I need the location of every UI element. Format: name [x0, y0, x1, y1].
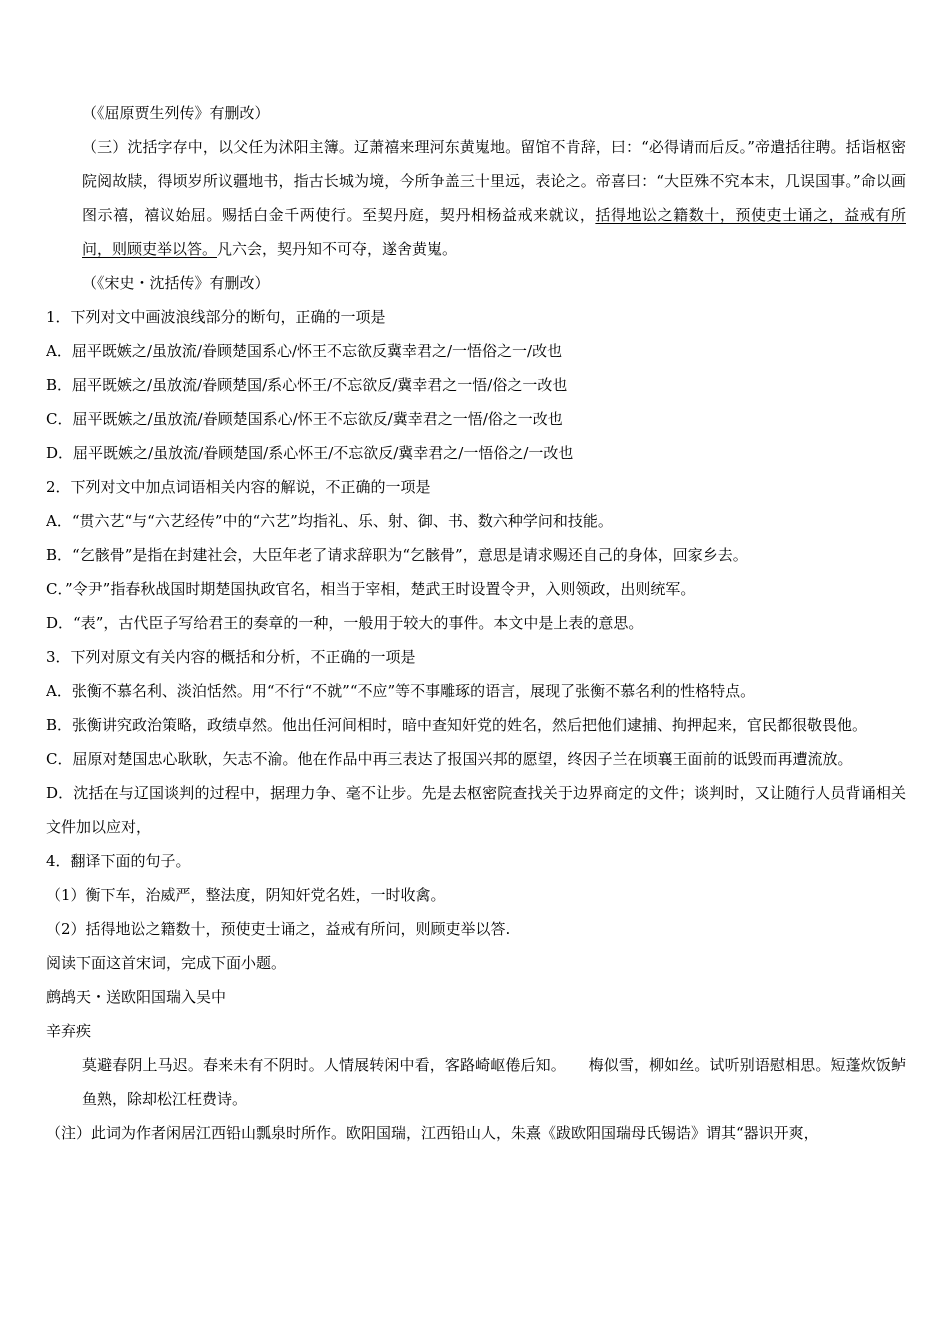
wavy-underlined-sentence: 括得地讼之籍数十，预使吏士诵之，益戒有所问，则顾吏举以答。 — [82, 206, 906, 258]
question-1-option-a: A．屈平既嫉之/虽放流/眷顾楚国系心/怀王不忘欲反冀幸君之/一悟俗之一/改也 — [46, 342, 563, 360]
passage-text: （三）沈括字存中，以父任为沭阳主簿。辽萧禧来理河东黄嵬地。留馆不肯辞，曰：“必得请而后反。”帝遣括往聘。括诣枢密院阅故牍，得顷岁所议疆地书，指古长城为境，今所争盖三十里远，表论之。帝喜曰：“大臣殊不究本末，几误国事。”命以画图示禧，禧议始屈。赐括白金千两使行。至契丹庭，契丹相杨益戒来就议， — [82, 138, 906, 224]
question-3-stem: 3．下列对原文有关内容的概括和分析，不正确的一项是 — [46, 648, 416, 666]
poem-title: 鹧鸪天・送欧阳国瑞入吴中 — [46, 988, 227, 1006]
question-2-option-b: B．“乞骸骨”是指在封建社会，大臣年老了请求辞职为“乞骸骨”，意思是请求赐还自己的身体，回家乡去。 — [46, 546, 748, 564]
poem-intro: 阅读下面这首宋词，完成下面小题。 — [46, 954, 287, 972]
poem-body: 莫避春阴上马迟。春来未有不阴时。人情展转闲中看，客路崎岖倦后知。 梅似雪，柳如丝。试听别语慰相思。短蓬炊饭鲈鱼熟，除却松江枉费诗。 — [82, 1056, 906, 1108]
question-3-option-c: C．屈原对楚国忠心耿耿，矢志不渝。他在作品中再三表达了报国兴邦的愿望，终因子兰在顷襄王面前的诋毁而再遭流放。 — [46, 750, 853, 768]
question-2-stem: 2．下列对文中加点词语相关内容的解说，不正确的一项是 — [46, 478, 431, 496]
question-4-stem: 4．翻译下面的句子。 — [46, 852, 191, 870]
question-4-item-2: （2）括得地讼之籍数十，预使吏士诵之，益戒有所问，则顾吏举以答. — [46, 920, 511, 938]
source-citation-songshi: （《宋史・沈括传》有删改） — [82, 274, 270, 292]
poem-author: 辛弃疾 — [46, 1022, 92, 1040]
question-4-item-1: （1）衡下车，治威严，整法度，阴知奸党名姓，一时收禽。 — [46, 886, 446, 904]
question-2-option-a: A．“贯六艺“与“六艺经传”中的“六艺”均指礼、乐、射、御、书、数六种学问和技能。 — [46, 512, 613, 530]
question-2-option-c: C．”令尹”指春秋战国时期楚国执政官名，相当于宰相，楚武王时设置令尹，入则领政，出则统军。 — [46, 580, 696, 598]
question-1-option-c: C．屈平既嫉之/虽放流/眷顾楚国系心/怀王不忘欲反/冀幸君之一悟/俗之一改也 — [46, 410, 563, 428]
question-1-option-d: D．屈平既嫉之/虽放流/眷顾楚国/系心怀王/不忘欲反/冀幸君之/一悟俗之/一改也 — [46, 444, 574, 462]
question-3-option-d: D．沈括在与辽国谈判的过程中，据理力争、毫不让步。先是去枢密院查找关于边界商定的文件；谈判时，又让随行人员背诵相关文件加以应对， — [46, 784, 906, 836]
source-citation-quyuan: （《屈原贾生列传》有删改） — [82, 104, 270, 122]
question-1-option-b: B．屈平既嫉之/虽放流/眷顾楚国/系心怀王/不忘欲反/冀幸君之一悟/俗之一改也 — [46, 376, 568, 394]
question-1-stem: 1．下列对文中画波浪线部分的断句，正确的一项是 — [46, 308, 386, 326]
passage-paragraph-shenkuo — [46, 130, 906, 266]
question-3-option-b: B．张衡讲究政治策略，政绩卓然。他出任河间相时，暗中查知奸党的姓名，然后把他们逮捕、拘押起来，官民都很敬畏他。 — [46, 716, 868, 734]
poem-note: （注）此词为作者闲居江西铅山瓢泉时所作。欧阳国瑞，江西铅山人，朱熹《跋欧阳国瑞母氏锡诰》谓其“器识开爽， — [46, 1124, 819, 1142]
question-2-option-d: D．“表”，古代臣子写给君王的奏章的一种，一般用于较大的事件。本文中是上表的意思。 — [46, 614, 644, 632]
question-3-option-a: A．张衡不慕名利、淡泊恬然。用“不行“不就”“不应”等不事雕琢的语言，展现了张衡不慕名利的性格特点。 — [46, 682, 756, 700]
passage-text-end: 凡六会，契丹知不可夺，遂舍黄嵬。 — [217, 240, 458, 258]
